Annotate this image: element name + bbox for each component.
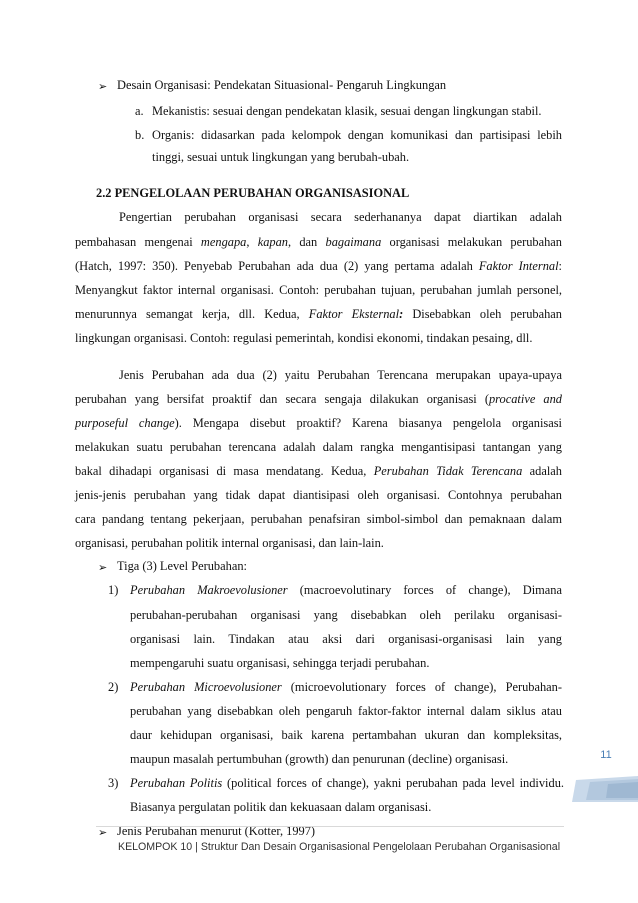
item-organis-line-1: Organis: didasarkan pada kelompok dengan komunikasi dan partisipasi lebih (152, 128, 562, 142)
level-3-line-1: Perubahan Politis (political forces of change), yakni perubahan pada level individu. (130, 776, 564, 790)
level-2-line-4: maupun masalah pertumbuhan (growth) dan penurunan (decline) organisasi. (130, 752, 509, 766)
page-number: 11 (600, 749, 612, 761)
para2-line-4: melakukan suatu perubahan terencana adalah dalam rangka mengantisipasi tantangan yang (75, 440, 562, 454)
level-1-line-1: Perubahan Makroevolusioner (macroevolutinary forces of change), Dimana (130, 583, 563, 597)
bullet-arrow-icon: ➢ (98, 827, 108, 839)
level-2-number: 2) (108, 680, 119, 694)
page-corner-decoration (568, 776, 638, 802)
item-organis-line-2: tinggi, sesuai untuk lingkungan yang berubah-ubah. (152, 150, 410, 164)
bullet-jenis-kotter: Jenis Perubahan menurut (Kotter, 1997) (117, 824, 316, 838)
para1-line-2: pembahasan mengenai mengapa, kapan, dan bagaimana organisasi melakukan perubahan (75, 235, 562, 249)
para2-line-3: purposeful change). Mengapa disebut proaktif? Karena biasanya pengelola organisasi (75, 416, 562, 430)
para2-line-5: bakal dihadapi organisasi di masa mendatang. Kedua, Perubahan Tidak Terencana adalah (75, 464, 562, 478)
level-2-line-1: Perubahan Microevolusioner (microevolutionary forces of change), Perubahan- (130, 680, 562, 694)
section-heading: 2.2 PENGELOLAAN PERUBAHAN ORGANISASIONAL (96, 186, 410, 200)
level-1-line-2: perubahan-perubahan organisasi yang disebabkan oleh perilaku organisasi- (130, 608, 562, 622)
footer-text: KELOMPOK 10 | Struktur Dan Desain Organisasional Pengelolaan Perubahan Organisasional (118, 841, 561, 853)
para1-line-5: menurunnya semangat kerja, dll. Kedua, Faktor Eksternal: Disebabkan oleh perubahan (75, 307, 562, 321)
para2-line-2: perubahan yang bersifat proaktif dan secara sengaja dilakukan organisasi (procative and (75, 392, 563, 406)
bullet-desain-organisasi: Desain Organisasi: Pendekatan Situasional- Pengaruh Lingkungan (117, 78, 447, 92)
level-1-number: 1) (108, 583, 119, 597)
para2-line-8: organisasi, perubahan politik internal organisasi, dan lain-lain. (75, 536, 384, 550)
level-3-number: 3) (108, 776, 119, 790)
para1-line-3: (Hatch, 1997: 350). Penyebab Perubahan ada dua (2) yang pertama adalah Faktor Internal: (75, 259, 562, 273)
list-marker-b: b. (135, 128, 145, 142)
para2-line-1: Jenis Perubahan ada dua (2) yaitu Perubahan Terencana merupakan upaya-upaya (119, 368, 562, 382)
para1-line-6: lingkungan organisasi. Contoh: regulasi pemerintah, kondisi ekonomi, tindakan pesaing, dll. (75, 331, 533, 345)
level-1-line-3: organisasi lain. Tindakan atau aksi dari organisasi-organisasi lain yang (130, 632, 562, 646)
para1-line-4: Menyangkut faktor internal organisasi. Contoh: perubahan tujuan, perubahan jumlah personel, (75, 283, 562, 297)
list-marker-a: a. (135, 104, 144, 118)
para2-line-7: cara pandang tentang pekerjaan, perubahan penafsiran simbol-simbol dan pemaknaan dalam (75, 512, 562, 526)
item-mekanistis: Mekanistis: sesuai dengan pendekatan klasik, sesuai dengan lingkungan stabil. (152, 104, 542, 118)
level-2-line-2: perubahan yang disebabkan oleh pengaruh faktor-faktor internal dalam siklus atau (130, 704, 562, 718)
para1-line-1: Pengertian perubahan organisasi secara sederhananya dapat diartikan adalah (119, 210, 562, 224)
bullet-arrow-icon: ➢ (98, 81, 108, 93)
level-1-line-4: mempengaruhi suatu organisasi, sehingga terjadi perubahan. (130, 656, 430, 670)
level-3-line-2: Biasanya pergulatan politik dan kekuasaan dalam organisasi. (130, 800, 432, 814)
bullet-tiga-level: Tiga (3) Level Perubahan: (117, 559, 247, 573)
bullet-arrow-icon: ➢ (98, 562, 108, 574)
level-2-line-3: daur kehidupan organisasi, baik karena pertambahan ukuran dan kompleksitas, (130, 728, 562, 742)
footer-divider (96, 826, 564, 827)
para2-line-6: jenis-jenis perubahan yang tidak dapat diantisipasi oleh organisasi. Contohnya perubahan (75, 488, 562, 502)
